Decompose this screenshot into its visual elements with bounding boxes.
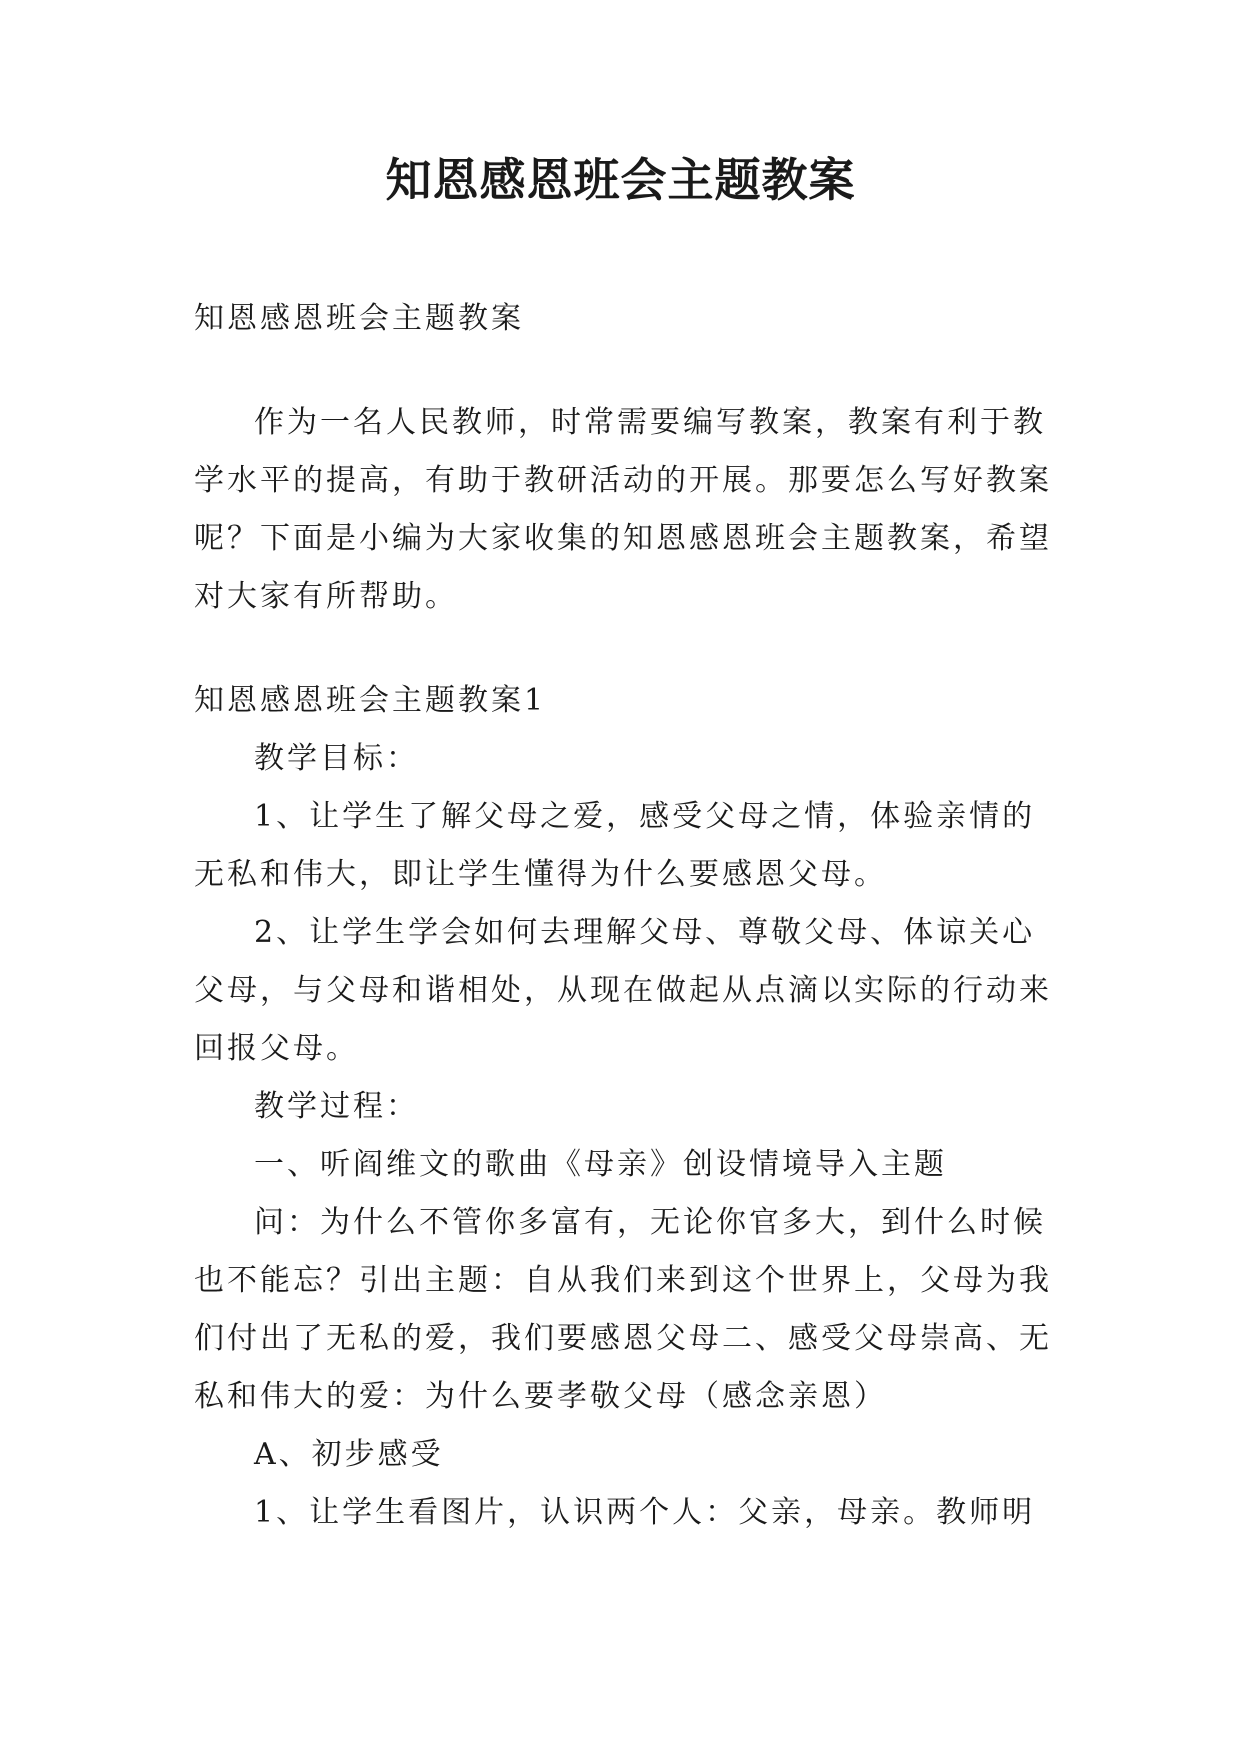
body-paragraph: 问：为什么不管你多富有，无论你官多大，到什么时候也不能忘？引出主题：自从我们来到这个世界上，父母为我们付出了无私的爱，我们要感恩父母二、感受父母崇高、无私和伟大的爱：为什么要孝敬父母（感念亲恩） — [194, 1205, 1052, 1414]
section-heading: 知恩感恩班会主题教案1 — [194, 683, 547, 718]
body-paragraph: A、初步感受 — [254, 1437, 444, 1472]
intro-paragraph: 作为一名人民教师，时常需要编写教案，教案有利于教学水平的提高，有助于教研活动的开展。那要怎么写好教案呢？下面是小编为大家收集的知恩感恩班会主题教案，希望对大家有所帮助。 — [194, 405, 1052, 614]
body-paragraph: 教学过程： — [254, 1089, 419, 1124]
document-title: 知恩感恩班会主题教案 — [385, 153, 856, 207]
body-paragraph: 1、让学生看图片，认识两个人：父亲，母亲。教师明 — [254, 1495, 1036, 1530]
document-body — [194, 290, 1054, 1542]
body-paragraph: 教学目标： — [254, 741, 419, 776]
body-paragraph: 2、让学生学会如何去理解父母、尊敬父母、体谅关心父母，与父母和谐相处，从现在做起从点滴以实际的行动来回报父母。 — [194, 915, 1052, 1066]
body-paragraph: 一、听阎维文的歌曲《母亲》创设情境导入主题 — [254, 1147, 947, 1182]
body-paragraph: 1、让学生了解父母之爱，感受父母之情，体验亲情的无私和伟大，即让学生懂得为什么要感恩父母。 — [194, 799, 1036, 892]
subtitle-paragraph: 知恩感恩班会主题教案 — [194, 301, 524, 336]
